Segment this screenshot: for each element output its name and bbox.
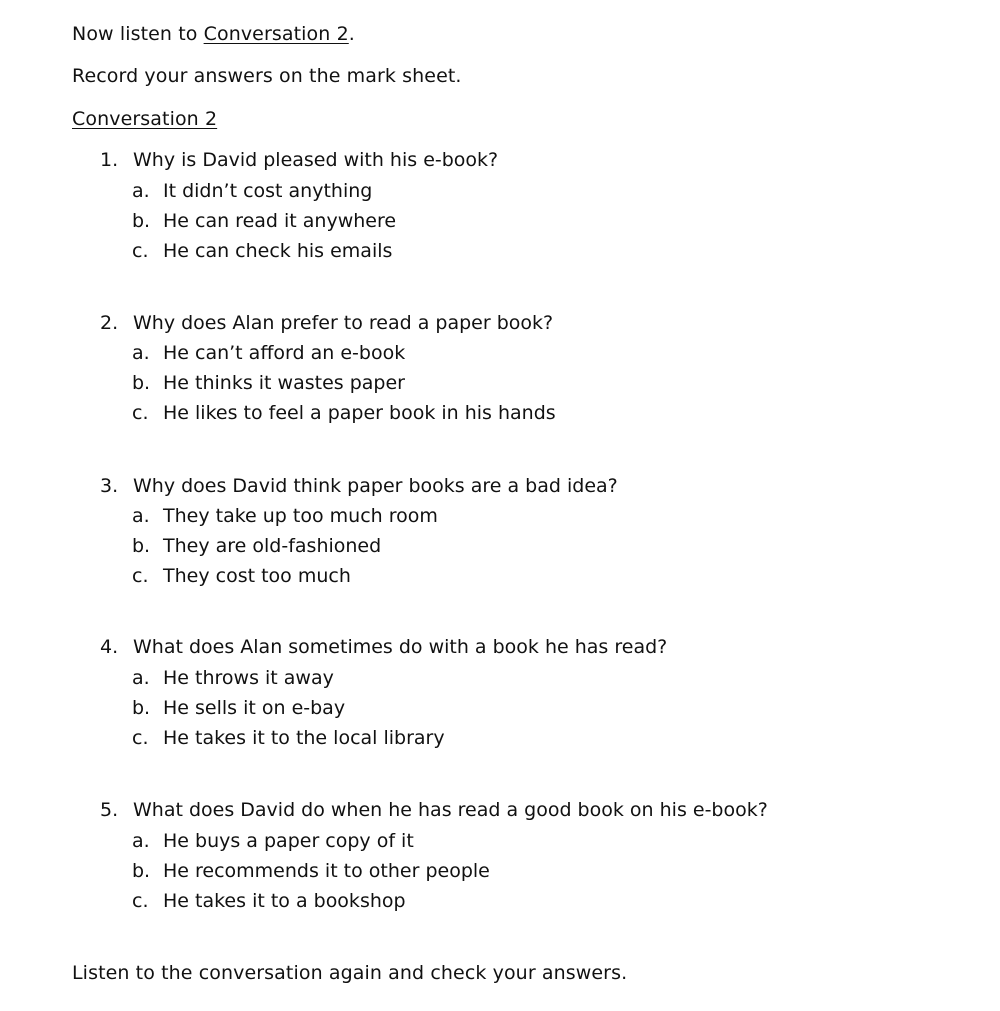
option-letter: c.: [132, 240, 149, 262]
question-2-option-b: [132, 371, 405, 395]
question-1-number: 1.: [100, 149, 119, 171]
intro-line-2: Record your answers on the mark sheet.: [72, 65, 462, 87]
option-text: They are old-fashioned: [163, 535, 382, 557]
question-3-option-b: [132, 534, 381, 558]
option-letter: b.: [132, 697, 151, 719]
question-4: [100, 635, 667, 659]
question-5-number: 5.: [100, 799, 119, 821]
option-text: He takes it to a bookshop: [163, 890, 406, 912]
option-letter: c.: [132, 890, 149, 912]
intro-line-1-suffix: .: [348, 23, 355, 45]
question-1: [100, 148, 498, 172]
question-1-text: Why is David pleased with his e-book?: [133, 149, 499, 171]
option-text: He throws it away: [163, 667, 334, 689]
question-5-option-c: [132, 889, 406, 913]
question-3-text: Why does David think paper books are a bad idea?: [133, 475, 618, 497]
question-2-option-c: [132, 401, 556, 425]
option-text: He thinks it wastes paper: [163, 372, 405, 394]
conversation-2-link: Conversation 2: [203, 23, 349, 45]
question-1-option-a: [132, 179, 372, 203]
section-title: Conversation 2: [72, 108, 218, 130]
question-3: [100, 474, 618, 498]
option-letter: b.: [132, 372, 151, 394]
option-letter: c.: [132, 402, 149, 424]
option-text: He recommends it to other people: [163, 860, 490, 882]
question-2: [100, 311, 553, 335]
question-1-option-c: [132, 239, 392, 263]
question-4-option-a: [132, 666, 334, 690]
option-text: He takes it to the local library: [163, 727, 445, 749]
option-text: He can read it anywhere: [163, 210, 397, 232]
question-5-option-a: [132, 829, 414, 853]
intro-line-1: [72, 22, 355, 46]
outro-instruction: Listen to the conversation again and check your answers.: [72, 962, 628, 984]
question-4-option-c: [132, 726, 445, 750]
option-letter: b.: [132, 535, 151, 557]
intro-line-1-prefix: Now listen to: [72, 23, 204, 45]
option-letter: a.: [132, 830, 150, 852]
option-letter: a.: [132, 505, 150, 527]
option-letter: a.: [132, 667, 150, 689]
question-5: [100, 798, 768, 822]
option-text: He likes to feel a paper book in his hands: [163, 402, 556, 424]
option-letter: a.: [132, 342, 150, 364]
question-3-number: 3.: [100, 475, 119, 497]
option-text: They cost too much: [163, 565, 351, 587]
question-3-option-c: [132, 564, 351, 588]
option-text: He sells it on e-bay: [163, 697, 346, 719]
option-letter: b.: [132, 210, 151, 232]
option-text: It didn’t cost anything: [163, 180, 373, 202]
question-5-text: What does David do when he has read a good book on his e-book?: [133, 799, 768, 821]
option-letter: c.: [132, 565, 149, 587]
question-2-option-a: [132, 341, 405, 365]
option-text: He can’t afford an e-book: [163, 342, 406, 364]
option-letter: c.: [132, 727, 149, 749]
question-2-number: 2.: [100, 312, 119, 334]
question-1-option-b: [132, 209, 396, 233]
question-3-option-a: [132, 504, 438, 528]
question-4-number: 4.: [100, 636, 119, 658]
option-text: They take up too much room: [163, 505, 438, 527]
question-4-option-b: [132, 696, 345, 720]
option-letter: b.: [132, 860, 151, 882]
option-text: He buys a paper copy of it: [163, 830, 414, 852]
option-text: He can check his emails: [163, 240, 393, 262]
question-4-text: What does Alan sometimes do with a book he has read?: [133, 636, 668, 658]
question-5-option-b: [132, 859, 490, 883]
question-2-text: Why does Alan prefer to read a paper book?: [133, 312, 554, 334]
option-letter: a.: [132, 180, 150, 202]
